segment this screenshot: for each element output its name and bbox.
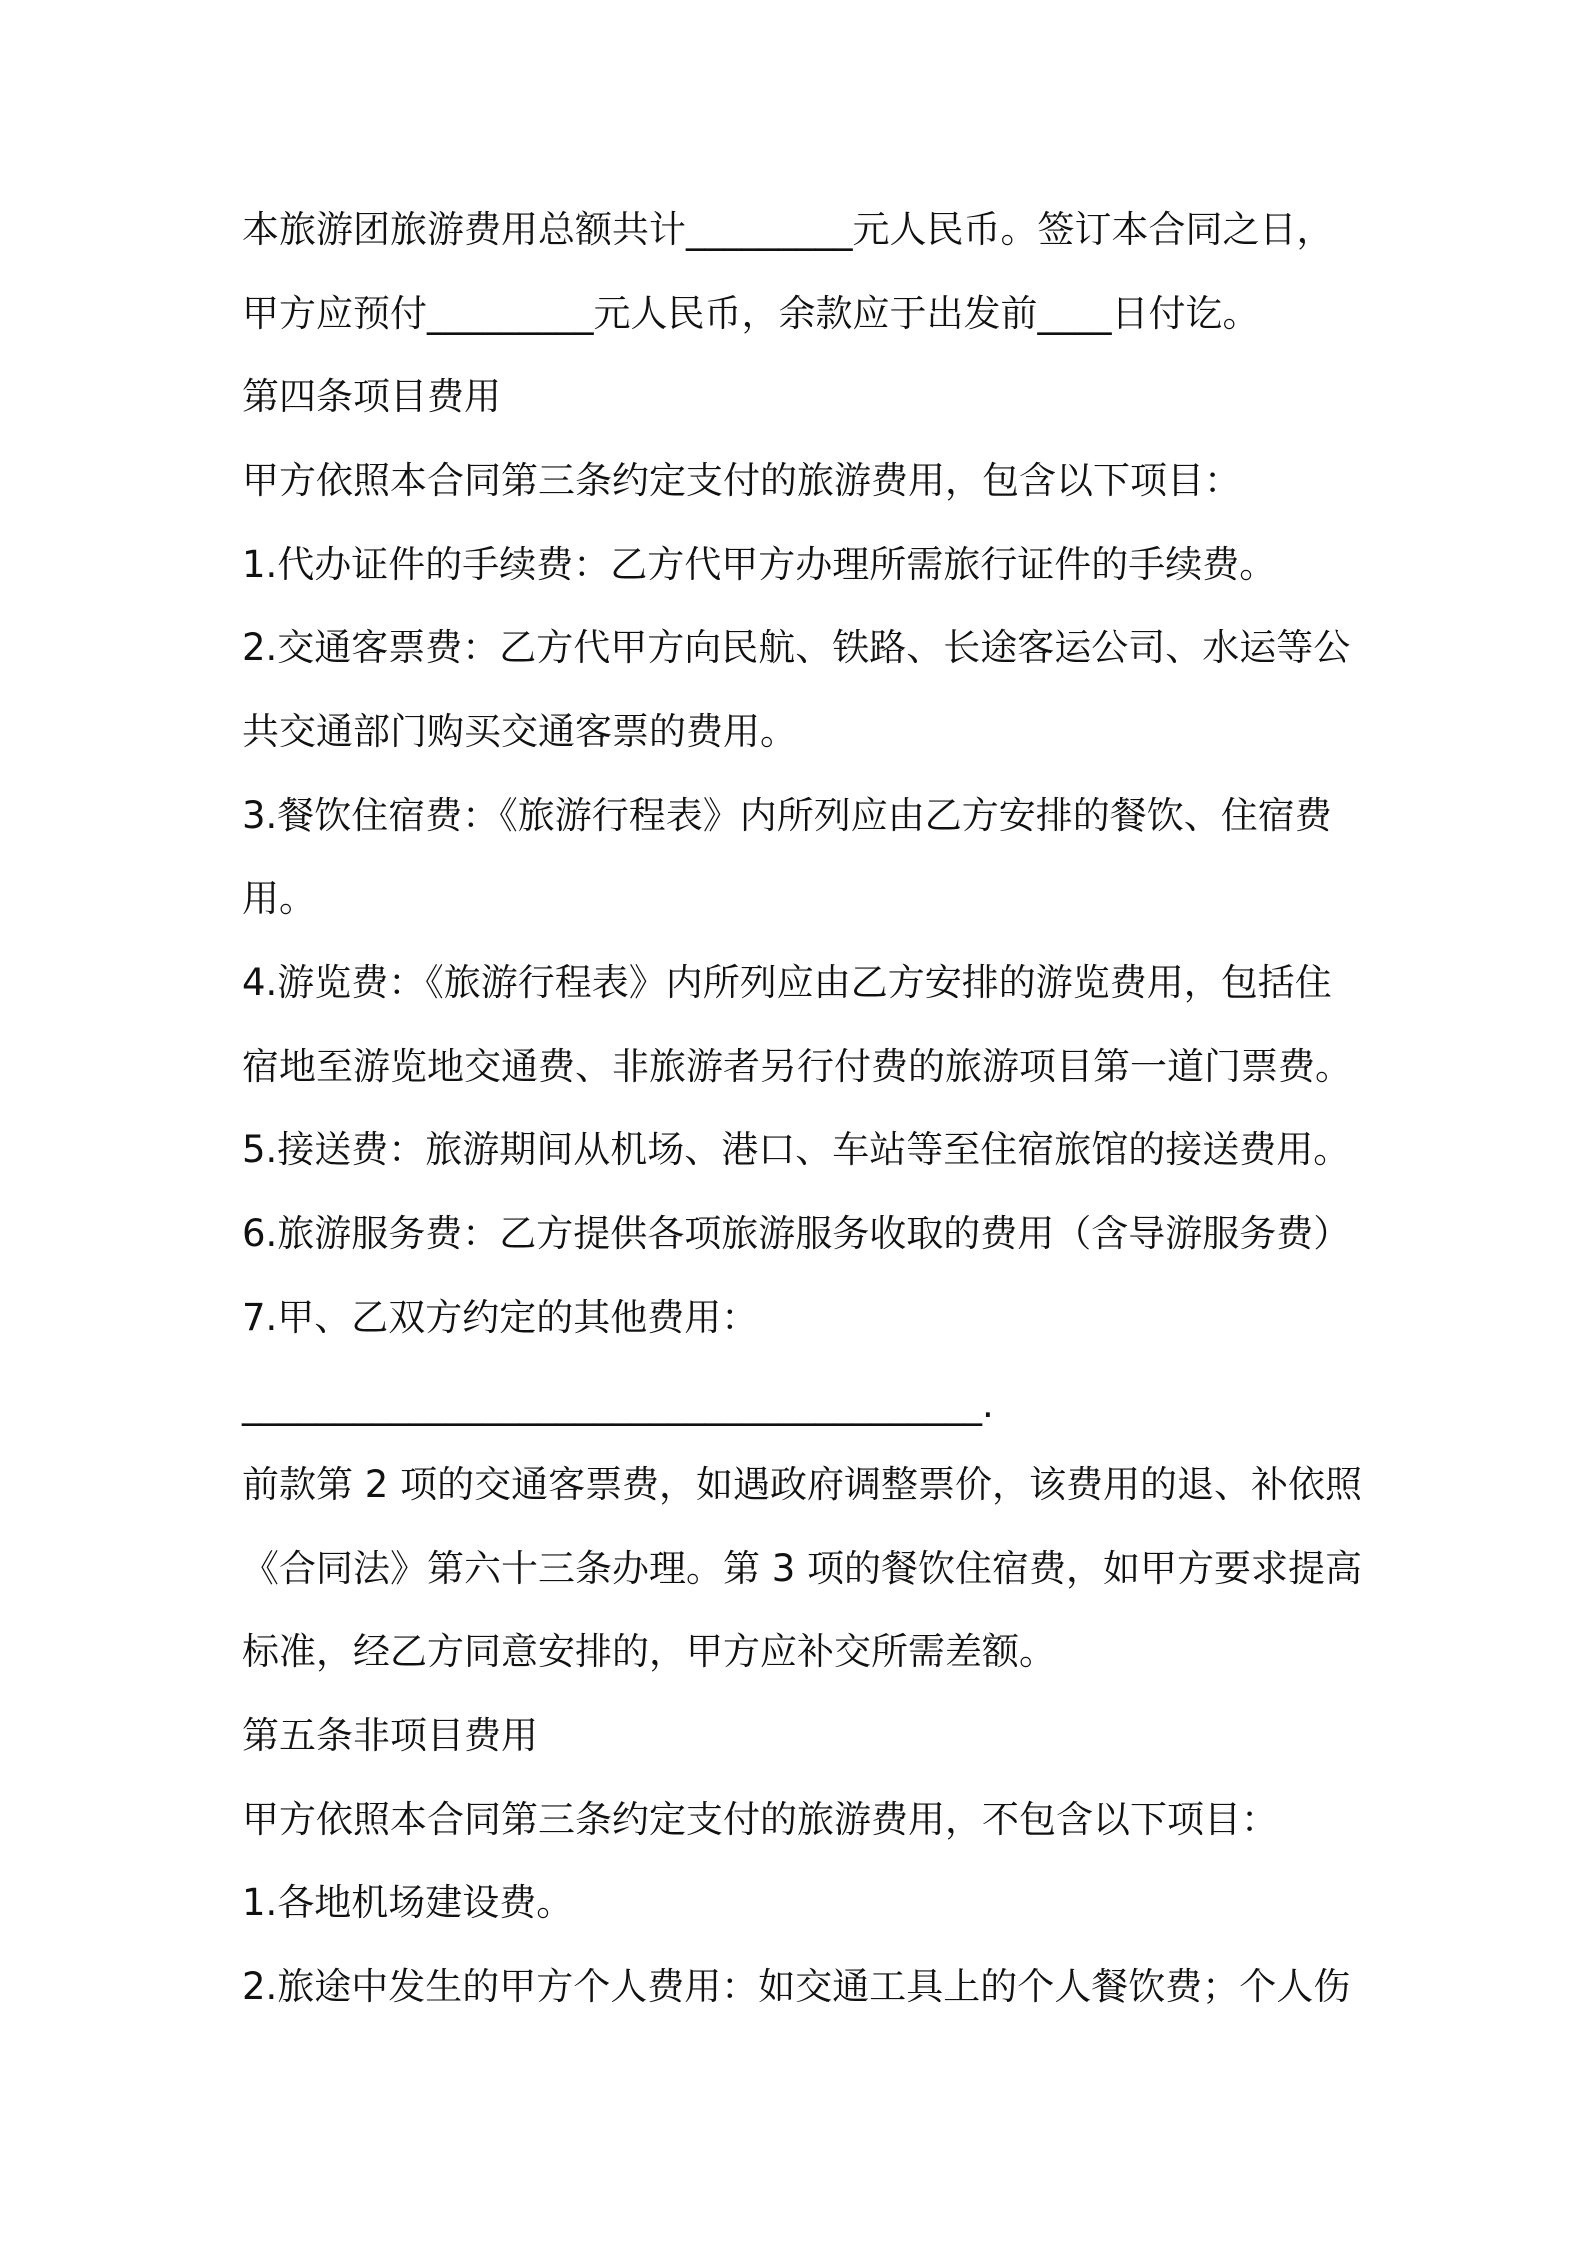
- list-item: 3.餐饮住宿费：《旅游行程表》内所列应由乙方安排的餐饮、住宿费: [242, 794, 1332, 837]
- text-line: 《合同法》第六十三条办理。第 3 项的餐饮住宿费，如甲方要求提高: [242, 1547, 1363, 1590]
- list-item: 7.甲、乙双方约定的其他费用：: [242, 1296, 759, 1339]
- text-line: 用。: [242, 877, 316, 920]
- text-line: 甲方应预付_________元人民币，余款应于出发前____日付讫。: [242, 292, 1260, 335]
- text-line: 本旅游团旅游费用总额共计_________元人民币。签订本合同之日，: [242, 208, 1334, 251]
- list-item: 2.交通客票费：乙方代甲方向民航、铁路、长途客运公司、水运等公: [242, 626, 1351, 669]
- text-line: 甲方依照本合同第三条约定支付的旅游费用，包含以下项目：: [242, 459, 1241, 502]
- list-item: 2.旅途中发生的甲方个人费用：如交通工具上的个人餐饮费；个人伤: [242, 1965, 1351, 2008]
- section-heading: 第四条项目费用: [242, 375, 501, 418]
- list-item: 6.旅游服务费：乙方提供各项旅游服务收取的费用（含导游服务费）: [242, 1212, 1351, 1255]
- list-item: 1.各地机场建设费。: [242, 1881, 574, 1924]
- list-item: 5.接送费：旅游期间从机场、港口、车站等至住宿旅馆的接送费用。: [242, 1128, 1351, 1171]
- text-line: 甲方依照本合同第三条约定支付的旅游费用，不包含以下项目：: [242, 1798, 1278, 1841]
- text-line: 宿地至游览地交通费、非旅游者另行付费的旅游项目第一道门票费。: [242, 1045, 1352, 1088]
- text-line: 前款第 2 项的交通客票费，如遇政府调整票价，该费用的退、补依照: [242, 1463, 1363, 1506]
- list-item: 1.代办证件的手续费：乙方代甲方办理所需旅行证件的手续费。: [242, 543, 1277, 586]
- list-item: 4.游览费：《旅游行程表》内所列应由乙方安排的游览费用，包括住: [242, 961, 1332, 1004]
- blank-fill-line: ________________________________________.: [242, 1383, 994, 1426]
- text-line: 标准，经乙方同意安排的，甲方应补交所需差额。: [242, 1630, 1056, 1673]
- text-line: 共交通部门购买交通客票的费用。: [242, 710, 797, 753]
- section-heading: 第五条非项目费用: [242, 1714, 538, 1757]
